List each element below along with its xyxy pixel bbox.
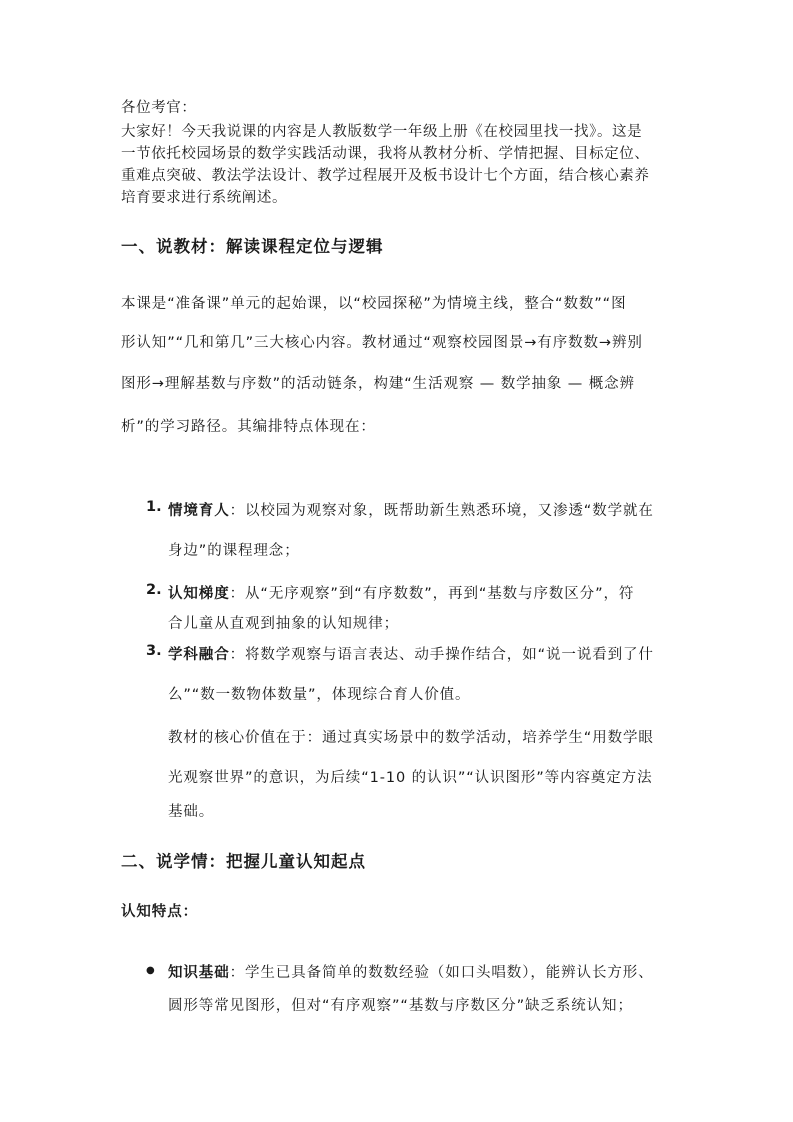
item-text: ：以校园为观察对象，既帮助新生熟悉环境，又渗透“数学就在: [229, 503, 654, 519]
intro-line: 一节依托校园场景的数学实践活动课，我将从教材分析、学情把握、目标定位、: [121, 146, 650, 162]
list-item: [168, 582, 634, 603]
value-line: 光观察世界”的意识，为后续“1-10 的认识”“认识图形”等内容奠定方法: [168, 770, 653, 786]
item-term: 学科融合: [168, 647, 230, 663]
section1-heading: 一、说教材：解读课程定位与逻辑: [121, 237, 384, 256]
item-term: 知识基础: [168, 965, 230, 981]
item-text: 么”“数一数物体数量”，体现综合育人价值。: [168, 687, 471, 703]
list-number: 1.: [146, 499, 162, 515]
section2-heading: 二、说学情：把握儿童认知起点: [121, 852, 366, 871]
list-number: 2.: [146, 582, 162, 598]
value-line: 教材的核心价值在于：通过真实场景中的数学活动，培养学生“用数学眼: [168, 730, 654, 746]
item-text: ：从“无序观察”到“有序数数”，再到“基数与序数区分”，符: [229, 586, 635, 602]
item-term: 认知梯度: [168, 586, 230, 602]
item-text: 合儿童从直观到抽象的认知规律；: [168, 616, 399, 632]
intro-line: 大家好！今天我说课的内容是人教版数学一年级上册《在校园里找一找》。这是: [121, 124, 643, 140]
item-text: 身边”的课程理念；: [168, 543, 300, 559]
section1-para-line: 本课是“准备课”单元的起始课，以“校园探秘”为情境主线，整合“数数”“图: [121, 296, 627, 312]
bullet-dot-icon: ●: [146, 965, 155, 976]
list-item: [168, 499, 654, 520]
section1-para-line: 形认知”“几和第几”三大核心内容。教材通过“观察校园图景→有序数数→辨别: [121, 335, 643, 351]
item-text: 圆形等常见图形，但对“有序观察”“基数与序数区分”缺乏系统认知；: [168, 998, 633, 1014]
item-text: ：学生已具备简单的数数经验（如口头唱数），能辨认长方形、: [229, 965, 654, 981]
list-item: [168, 643, 654, 664]
intro-line: 重难点突破、教法学法设计、教学过程展开及板书设计七个方面，结合核心素养: [121, 168, 650, 184]
section1-para-line: 图形→理解基数与序数”的活动链条，构建“生活观察 — 数学抽象 — 概念辨: [121, 376, 635, 392]
item-term: 情境育人: [168, 503, 230, 519]
bullet-item: [168, 961, 654, 982]
section2-subheading: 认知特点：: [121, 904, 198, 920]
item-text: ：将数学观察与语言表达、动手操作结合，如“说一说看到了什: [229, 647, 654, 663]
greeting: 各位考官：: [121, 100, 197, 116]
intro-line: 培育要求进行系统阐述。: [121, 190, 288, 206]
list-number: 3.: [146, 643, 162, 659]
section1-para-line: 析”的学习路径。其编排特点体现在：: [121, 419, 376, 435]
value-line: 基础。: [168, 804, 215, 820]
